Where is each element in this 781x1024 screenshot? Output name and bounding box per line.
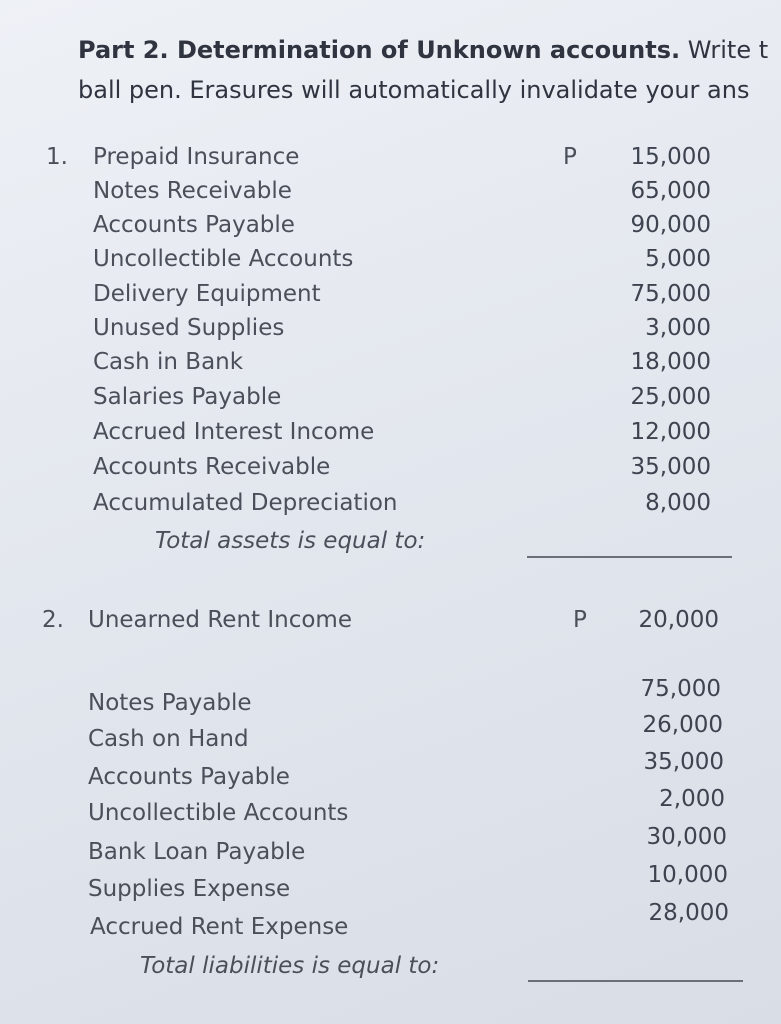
account-label: Cash in Bank bbox=[93, 349, 244, 375]
account-label: Notes Receivable bbox=[93, 178, 292, 204]
list-item bbox=[0, 415, 781, 449]
list-item bbox=[0, 174, 781, 208]
account-amount: 65,000 bbox=[630, 178, 711, 204]
account-label: Prepaid Insurance bbox=[93, 144, 300, 170]
instruction-text-1: Write t bbox=[680, 36, 769, 64]
list-item bbox=[0, 896, 781, 930]
list-item bbox=[0, 672, 781, 706]
account-amount: 25,000 bbox=[630, 384, 711, 410]
list-item bbox=[0, 277, 781, 311]
part-title: Part 2. Determination of Unknown accounts. bbox=[78, 36, 681, 64]
account-amount: 12,000 bbox=[630, 419, 711, 445]
list-item bbox=[0, 380, 781, 414]
account-label: Delivery Equipment bbox=[93, 281, 321, 307]
account-label: Notes Payable bbox=[88, 690, 252, 716]
heading-line-1 bbox=[78, 30, 778, 70]
instruction-text-2: ball pen. Erasures will automatically invalidate your ans bbox=[78, 76, 750, 104]
list-item bbox=[0, 820, 781, 854]
list-item bbox=[0, 782, 781, 816]
currency-symbol: P bbox=[563, 144, 577, 170]
answer-blank-1[interactable] bbox=[527, 556, 732, 558]
answer-blank-2[interactable] bbox=[528, 980, 743, 982]
currency-symbol: P bbox=[573, 607, 587, 633]
account-label: Salaries Payable bbox=[93, 384, 282, 410]
account-amount: 18,000 bbox=[630, 349, 711, 375]
account-amount: 8,000 bbox=[645, 490, 711, 516]
account-amount: 35,000 bbox=[630, 454, 711, 480]
account-label: Unused Supplies bbox=[93, 315, 285, 341]
problem-number: 2. bbox=[42, 607, 64, 633]
account-label: Uncollectible Accounts bbox=[88, 800, 349, 826]
account-label: Accrued Interest Income bbox=[93, 419, 375, 445]
account-amount: 26,000 bbox=[642, 712, 723, 738]
account-amount: 30,000 bbox=[646, 824, 727, 850]
list-item bbox=[0, 858, 781, 892]
account-amount: 3,000 bbox=[645, 315, 711, 341]
account-label: Accounts Payable bbox=[93, 212, 295, 238]
account-amount: 10,000 bbox=[647, 862, 728, 888]
list-item bbox=[0, 311, 781, 345]
account-amount: 28,000 bbox=[648, 900, 729, 926]
total-assets-label: Total assets is equal to: bbox=[155, 528, 426, 554]
list-item bbox=[0, 708, 781, 742]
account-amount: 35,000 bbox=[643, 749, 724, 775]
total-liabilities-label: Total liabilities is equal to: bbox=[140, 953, 440, 979]
problem-number: 1. bbox=[46, 144, 68, 170]
account-label: Bank Loan Payable bbox=[88, 839, 306, 865]
account-amount: 15,000 bbox=[630, 144, 711, 170]
account-label: Supplies Expense bbox=[88, 876, 291, 902]
account-amount: 75,000 bbox=[630, 281, 711, 307]
account-amount: 2,000 bbox=[659, 786, 725, 812]
account-label: Cash on Hand bbox=[88, 726, 249, 752]
account-amount: 5,000 bbox=[645, 246, 711, 272]
list-item bbox=[0, 486, 781, 520]
account-label: Accumulated Depreciation bbox=[93, 490, 398, 516]
list-item bbox=[0, 208, 781, 242]
account-amount: 20,000 bbox=[638, 607, 719, 633]
account-amount: 90,000 bbox=[630, 212, 711, 238]
part-heading bbox=[78, 30, 778, 110]
list-item bbox=[0, 450, 781, 484]
list-item bbox=[0, 242, 781, 276]
list-item bbox=[0, 745, 781, 779]
list-item bbox=[0, 603, 781, 637]
account-label: Accrued Rent Expense bbox=[90, 914, 349, 940]
account-label: Accounts Payable bbox=[88, 764, 290, 790]
account-label: Unearned Rent Income bbox=[88, 607, 352, 633]
list-item bbox=[0, 140, 781, 174]
list-item bbox=[0, 345, 781, 379]
account-label: Uncollectible Accounts bbox=[93, 246, 354, 272]
account-amount: 75,000 bbox=[640, 676, 721, 702]
account-label: Accounts Receivable bbox=[93, 454, 331, 480]
